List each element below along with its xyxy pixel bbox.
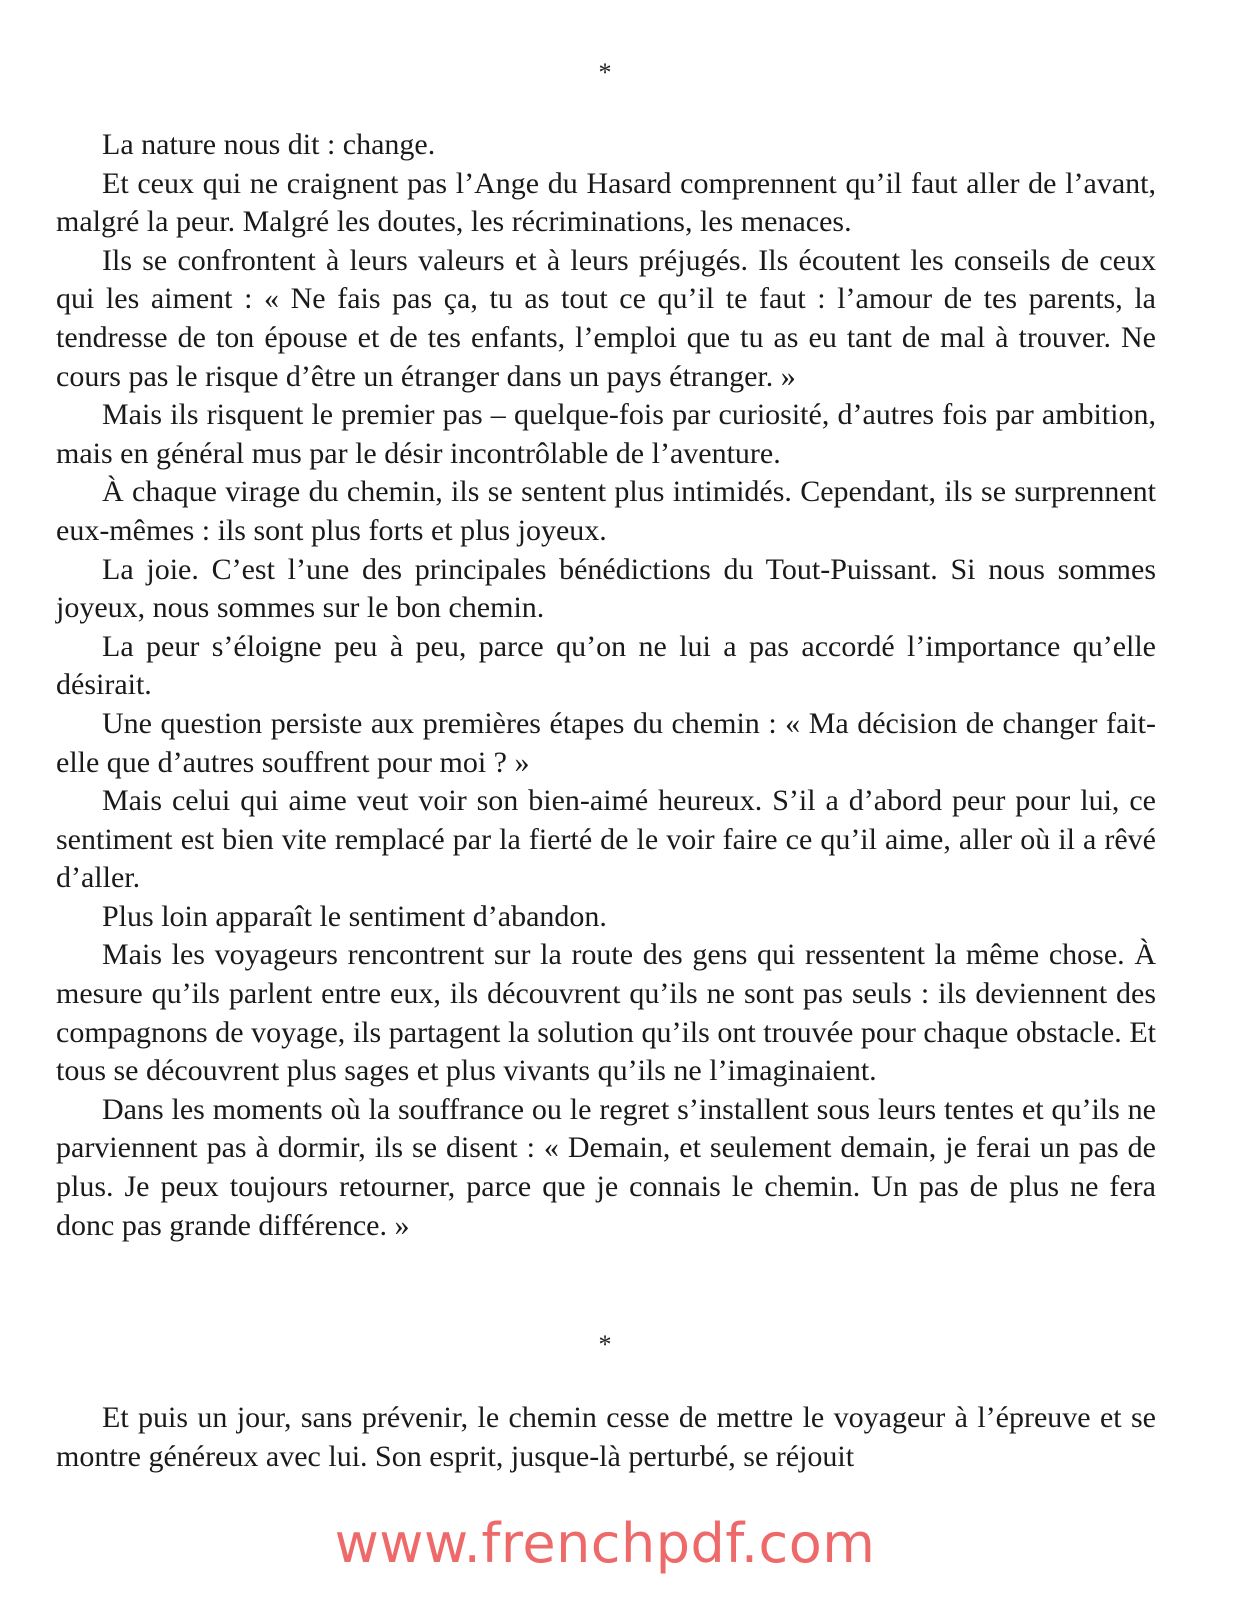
- paragraph: Plus loin apparaît le sentiment d’abandon.: [102, 899, 607, 933]
- section-separator-top: *: [598, 58, 612, 87]
- paragraph: Mais ils risquent le premier pas – quelque-fois par curiosité, d’autres fois par ambition, mais en général mus par le désir incontrôlable de l’aventure.: [56, 398, 1156, 470]
- body-text-continued: [56, 1399, 1156, 1476]
- paragraph: Une question persiste aux premières étapes du chemin : « Ma décision de changer fait-elle que d’autres souffrent pour moi ? »: [56, 706, 1156, 779]
- paragraph: La peur s’éloigne peu à peu, parce qu’on ne lui a pas accordé l’importance qu’elle désirait.: [56, 629, 1156, 702]
- paragraph: À chaque virage du chemin, ils se sentent plus intimidés. Cependant, ils se surprennent eux-mêmes : ils sont plus forts et plus joyeux.: [56, 475, 1156, 547]
- body-text: [56, 126, 1156, 1245]
- paragraph: Dans les moments où la souffrance ou le regret s’installent sous leurs tentes et qu’ils ne parviennent pas à dormir, ils se disent : « Demain, et seulement demain, je ferai un pas de plus. Je peux toujours retourner, parce que je connais le chemin. Un pas de plus ne fera donc pas grande différence. »: [56, 1092, 1156, 1242]
- section-separator-bottom: *: [598, 1330, 612, 1359]
- paragraph-final: Et puis un jour, sans prévenir, le chemin cesse de mettre le voyageur à l’épreuve et se montre généreux avec lui. Son esprit, jusque-là perturbé, se réjouit: [56, 1401, 1156, 1473]
- paragraph: Mais celui qui aime veut voir son bien-aimé heureux. S’il a d’abord peur pour lui, ce sentiment est bien vite remplacé par la fierté de le voir faire ce qu’il aime, aller où il a rêvé d’aller.: [56, 784, 1156, 895]
- paragraph: Ils se confrontent à leurs valeurs et à leurs préjugés. Ils écoutent les conseils de ceux qui les aiment : « Ne fais pas ça, tu as tout ce qu’il te faut : l’amour de tes parents, la tendresse de ton épouse et de tes enfants, l’emploi que tu as eu tant de mal à trouver. Ne cours pas le risque d’être un étranger dans un pays étranger. »: [56, 243, 1156, 393]
- paragraph: Et ceux qui ne craignent pas l’Ange du Hasard comprennent qu’il faut aller de l’avant, malgré la peur. Malgré les doutes, les récriminations, les menaces.: [56, 166, 1156, 239]
- paragraph: La nature nous dit : change.: [102, 128, 436, 161]
- paragraph: La joie. C’est l’une des principales bénédictions du Tout-Puissant. Si nous sommes joyeux, nous sommes sur le bon chemin.: [56, 552, 1156, 625]
- paragraph: Mais les voyageurs rencontrent sur la route des gens qui ressentent la même chose. À mesure qu’ils parlent entre eux, ils découvrent qu’ils ne sont pas seuls : ils deviennent des compagnons de voyage, ils partagent la solution qu’ils ont trouvée pour chaque obstacle. Et tous se découvrent plus sages et plus vivants qu’ils ne l’imaginaient.: [56, 938, 1156, 1088]
- watermark-url: www.frenchpdf.com: [334, 1512, 876, 1575]
